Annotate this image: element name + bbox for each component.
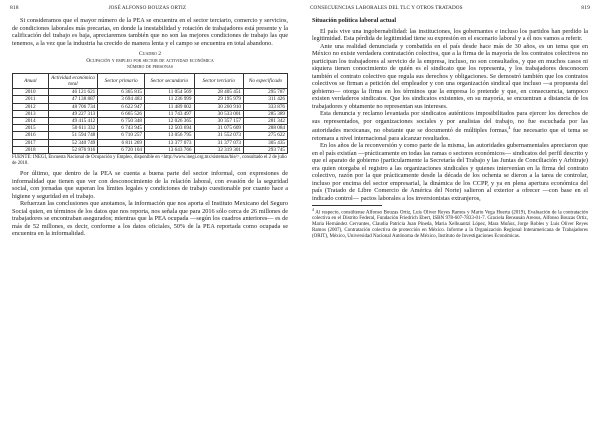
table-cell: 30 260 910 bbox=[194, 103, 244, 110]
table-cell: 293 745 bbox=[244, 146, 288, 153]
table-cell: 2012 bbox=[13, 103, 49, 110]
table-cell: 6 743 945 bbox=[98, 125, 145, 132]
table-cell: 12 503 694 bbox=[145, 125, 195, 132]
table-caption-number: Cuadro 2 bbox=[138, 51, 162, 57]
table-caption-title: Ocupación y empleo por sector de actividad económica bbox=[86, 57, 214, 64]
table-cell: 30 533 001 bbox=[194, 110, 244, 117]
running-head: JOSÉ ALFONSO BOUZAS ORTIZ bbox=[108, 5, 187, 11]
employment-table bbox=[12, 73, 288, 154]
table-cell: 47 138 887 bbox=[48, 96, 98, 103]
table-cell: 333 876 bbox=[244, 103, 288, 110]
table-row bbox=[13, 125, 288, 132]
footnote-divider bbox=[312, 205, 382, 206]
table-cell: 2018 bbox=[13, 146, 49, 153]
paragraph-with-footnote bbox=[312, 110, 588, 142]
table-cell: 30 357 157 bbox=[194, 118, 244, 125]
table-cell: 3 694 483 bbox=[98, 96, 145, 103]
table-cell: 31 075 609 bbox=[194, 125, 244, 132]
paragraph: Refuerzan las conclusiones que anotamos, la información que nos aporta el Instituto Mexicano del Seguro Social quien, en términos de los datos que nos reporta, nos señala que para 2016 sólo cerca de 26 millones de trabajadores se encontraban asegurados; mientras que la PEA ocupada —según los cuadros anteriores— es de más de 52 millones, es decir, conforme a los datos oficiales, 50% de la PEA reportada como ocupada se encuentra en la informalidad. bbox=[12, 200, 288, 238]
table-cell: 6 710 257 bbox=[98, 132, 145, 139]
table-cell: 49 227 313 bbox=[48, 110, 98, 117]
column-header: Sector secundario bbox=[145, 73, 195, 88]
paragraph: Ante una realidad denunciada y combatida en el país desde hace más de 30 años, es un tema que en México no existe verdadera contratación colectiva, que a la firma de la mayoría de los contratos colectivos no participan los trabajadores al servicio de la empresa, incluso, no son consultados, y que en muchos casos ni siquiera tienen conocimiento de quién es el sindicato que los representa, y los trabajadores desconocen también el contrato colectivo que regula sus derechos y obligaciones. Se demostró también que los contratos colectivos se firman a petición del empleador y con una organización sindical que incluso —a propuesta del gobierno— otorga la firma en los términos que la empresa lo pretende y que, en consecuencia, tampoco existen verdaderos sindicatos. Que los sindicatos existentes, en su mayoría, se encuentran a distancia de los trabajadores y obtamente no representan sus intereses. bbox=[312, 42, 588, 110]
table-cell: 32 319 301 bbox=[194, 146, 244, 153]
table-caption-unit: número de personas bbox=[127, 64, 173, 71]
table-row bbox=[13, 118, 288, 125]
table-cell: 28 405 451 bbox=[194, 89, 244, 96]
footnote-text: Al respecto, consúltense Alfonso Bouzas Ortiz, Luis Oliver Reyes Ramos y Mario Vega Huerta (2019), Evaluación de la contratación colectiva en el Distrito Federal, Fundación Friedrich Ebert, ISBN 978-607-7833-01-7. Graciela Bensusán Areous, Alfonso Bouzas Ortiz, Maria Hernández Cervantes, Claudia Patricia Juan Pineda, Maria Xelhuantzi López, Mara Muñoz, Jorge Robles y Luis Oliver Reyes Ramos (2007), Contratación colectiva de protección en México. Informe a la Organización Regional Interamericana de Trabajadores (ORIT), México, Universidad Nacional Autónoma de México, Instituto de Investigaciones Económicas. bbox=[312, 210, 588, 239]
table-header-row bbox=[13, 73, 288, 88]
table-cell: 11 054 569 bbox=[145, 89, 195, 96]
table-cell: 46 121 621 bbox=[48, 89, 98, 96]
table-cell: 311 426 bbox=[244, 96, 288, 103]
table-cell: 52 340 749 bbox=[48, 139, 98, 146]
table-cell: 305 435 bbox=[244, 139, 288, 146]
table-cell: 29 195 979 bbox=[194, 96, 244, 103]
table-source: FUENTE: INEGI, Encuesta Nacional de Ocupación y Empleo, disponible en <http://www.inegi.org.mx/sistemas/bie/>, consultado el 2 de julio de 2018. bbox=[12, 155, 287, 166]
table-row bbox=[13, 139, 288, 146]
column-header: Sector terciario bbox=[194, 73, 244, 88]
table-cell: 6 365 815 bbox=[98, 89, 145, 96]
column-header: Anual bbox=[13, 73, 49, 88]
table-caption bbox=[12, 51, 288, 71]
table-row bbox=[13, 146, 288, 153]
table-cell: 2017 bbox=[13, 139, 49, 146]
table-cell: 50 611 332 bbox=[48, 125, 98, 132]
intro-paragraph: Si consideramos que el mayor número de la PEA se encuentra en el sector terciario, comercio y servicios, de condiciones laborales más precarias, en donde la inestabilidad y rotación de trabajadores está presente y la calificación del trabajo es baja, apreciaremos también que no son las mejores condiciones de trabajo las que tenemos, a la vez que la industria ha crecido de manera lenta y el campo se encuentra en total abandono. bbox=[12, 17, 288, 47]
table-cell: 281 342 bbox=[244, 118, 288, 125]
table-cell: 31 377 073 bbox=[194, 139, 244, 146]
table-cell: 11 489 002 bbox=[145, 103, 195, 110]
table-row bbox=[13, 132, 288, 139]
running-head: CONSECUENCIAS LABORALES DEL TLC Y OTROS TRATADOS bbox=[310, 5, 463, 11]
table-cell: 6 665 526 bbox=[98, 110, 145, 117]
footnote-marker[interactable]: 4 bbox=[508, 126, 511, 130]
table-cell: 2011 bbox=[13, 96, 49, 103]
table-cell: 13 377 073 bbox=[145, 139, 195, 146]
footnote bbox=[312, 208, 588, 239]
table-cell: 2014 bbox=[13, 118, 49, 125]
column-header: Actividad económica total bbox=[48, 73, 98, 88]
right-header bbox=[310, 5, 590, 11]
table-cell: 51 594 748 bbox=[48, 132, 98, 139]
section-title: Situación política laboral actual bbox=[312, 17, 397, 24]
left-body bbox=[12, 17, 288, 238]
paragraph: Por último, que dentro de la PEA se cuenta a buena parte del sector informal, con expresiones de informalidad que tienen que ver con desconocimiento de la relación laboral, con evasión de la seguridad social, con jornadas que superan los límites legales y condiciones de trabajo cuestionable por cuanto hace a higiene y seguridad en el trabajo. bbox=[12, 170, 288, 200]
table-cell: 295 787 bbox=[244, 89, 288, 96]
table-cell: 6 811 269 bbox=[98, 139, 145, 146]
table-cell: 275 622 bbox=[244, 132, 288, 139]
table-cell: 6 720 104 bbox=[98, 146, 145, 153]
page-number: 819 bbox=[581, 5, 590, 11]
table-cell: 2010 bbox=[13, 89, 49, 96]
table-row bbox=[13, 103, 288, 110]
table-row bbox=[13, 96, 288, 103]
table-cell: 2013 bbox=[13, 110, 49, 117]
table-cell: 13 643 766 bbox=[145, 146, 195, 153]
table-cell: 2015 bbox=[13, 125, 49, 132]
right-body bbox=[312, 17, 588, 239]
table-cell: 48 706 734 bbox=[48, 103, 98, 110]
table-cell: 49 415 412 bbox=[48, 118, 98, 125]
table-row bbox=[13, 89, 288, 96]
table-cell: 52 876 916 bbox=[48, 146, 98, 153]
table-cell: 31 552 073 bbox=[194, 132, 244, 139]
column-header: Sector primario bbox=[98, 73, 145, 88]
paragraph-text: fue necesario que el tema se retomara a nivel internacional para alcanzar resultados. bbox=[312, 127, 588, 142]
table-cell: 2016 bbox=[13, 132, 49, 139]
table-cell: 285 389 bbox=[244, 110, 288, 117]
column-header: No especificado bbox=[244, 73, 288, 88]
table-cell: 6 622 947 bbox=[98, 103, 145, 110]
table-cell: 12 026 365 bbox=[145, 118, 195, 125]
paragraph: El país vive una ingobernabilidad: las instituciones, los gobernantes e incluso los partidos han perdido la legitimidad. Esta pérdida de legitimidad tiene su expresión en el escenario laboral y a él nos vamos a referir. bbox=[312, 27, 588, 42]
right-page bbox=[300, 0, 600, 431]
table-cell: 288 084 bbox=[244, 125, 288, 132]
footnote-number: 4 bbox=[312, 208, 314, 213]
table-cell: 11 236 999 bbox=[145, 96, 195, 103]
paragraph-text: Esta denuncia y reclamo levantada por sindicatos auténticos imposibilitados para ejercer los derechos de sus representados, por organizaciones sociales y por analistas del trabajo, no fue escuchada por las autoridades mexicanas, no obstante que se documentó de múltiples formas, bbox=[312, 110, 588, 135]
left-header bbox=[10, 5, 290, 11]
table-cell: 11 743 497 bbox=[145, 110, 195, 117]
page-number: 818 bbox=[10, 5, 19, 11]
table-cell: 13 056 795 bbox=[145, 132, 195, 139]
table-row bbox=[13, 110, 288, 117]
table-cell: 6 750 348 bbox=[98, 118, 145, 125]
paragraph: En los años de la reconversión y como parte de la misma, las autoridades gubernamentales apreciaron que en el país existían —prácticamente en todas las ramas o sectores económicos— sindicatos del perfil descrito y que el aparato de gobierno (particularmente la Secretaría del Trabajo y las Juntas de Conciliación y Arbitraje) era quien otorgaba el registro a las organizaciones sindicales y quienes intervenían en la firma del contrato colectivo, razón por la que prácticamente desde la década de los ochenta se dieron a la tarea de controlar, incluso por encima del sector empresarial, la dinámica de los CCPP, y ya en plena apertura económica del país (Tratado de Libre Comercio de América del Norte) salieron al exterior a ofrecer —con base en el indicado control— pactos laborales a los inversionistas extranjeros, bbox=[312, 142, 588, 202]
